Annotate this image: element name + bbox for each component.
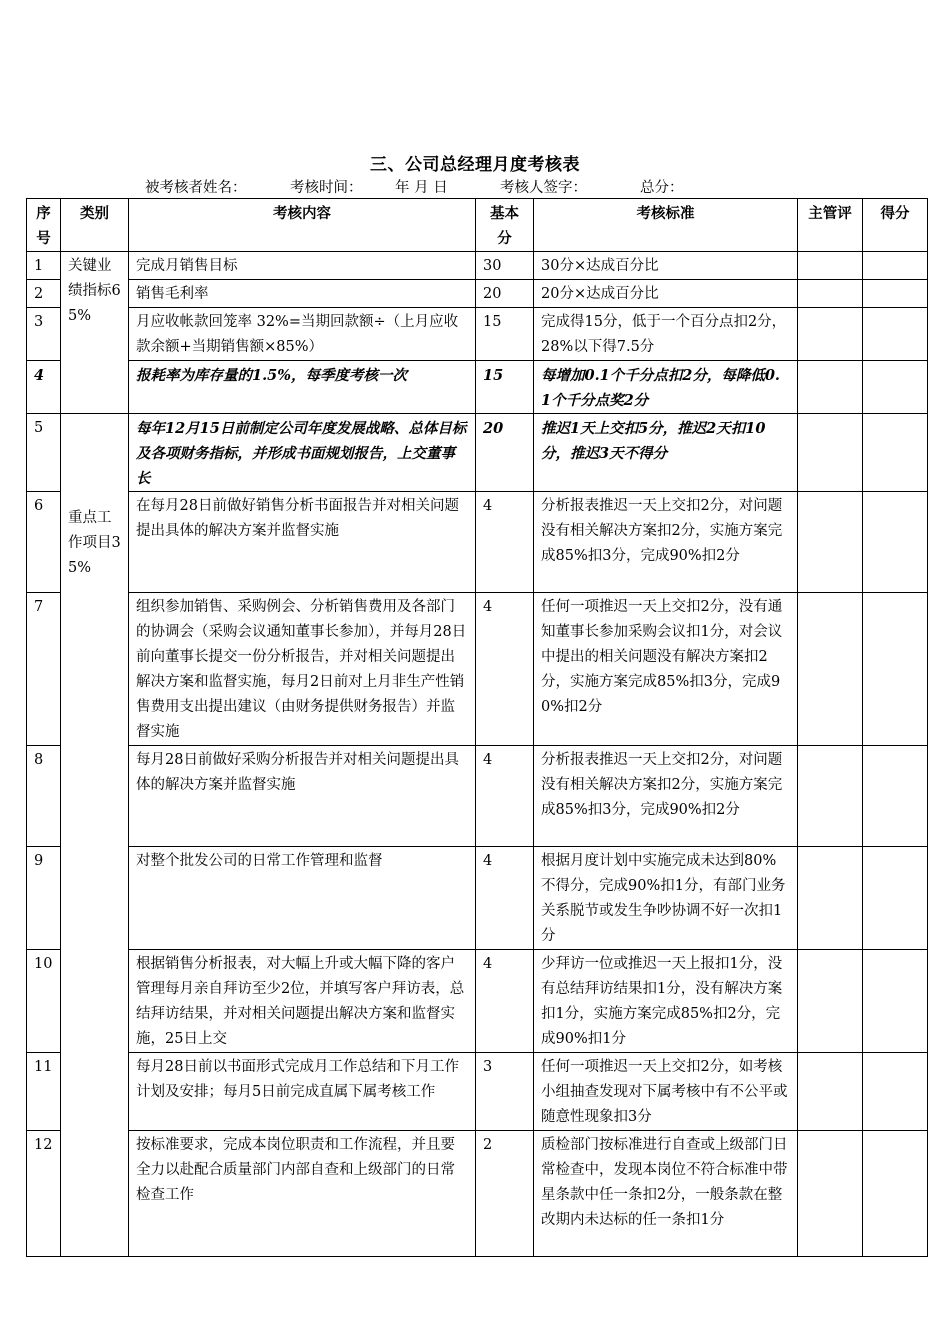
row-supervisor-cell[interactable]: [798, 1131, 863, 1257]
header-category: 类别: [61, 199, 129, 252]
row-score-cell[interactable]: [863, 414, 928, 492]
row-seq: 9: [27, 847, 61, 950]
table-row: [27, 492, 928, 593]
table-row: [27, 847, 928, 950]
time-label: 考核时间：: [290, 180, 363, 196]
table-row: [27, 593, 928, 746]
row-content: 每年12月15日前制定公司年度发展战略、总体目标及各项财务指标，并形成书面规划报告，上交董事长: [129, 414, 476, 492]
row-seq: 8: [27, 746, 61, 847]
table-row: [27, 414, 928, 492]
row-standard: 完成得15分，低于一个百分点扣2分，28%以下得7.5分: [534, 308, 798, 361]
row-content: 每月28日前以书面形式完成月工作总结和下月工作计划及安排；每月5日前完成直属下属考核工作: [129, 1053, 476, 1131]
row-standard: 推迟1天上交扣5分，推迟2天扣10分，推迟3天不得分: [534, 414, 798, 492]
row-seq: 6: [27, 492, 61, 593]
row-base: 15: [476, 361, 534, 414]
row-supervisor-cell[interactable]: [798, 847, 863, 950]
row-base: 2: [476, 1131, 534, 1257]
header-content: 考核内容: [129, 199, 476, 252]
row-supervisor-cell[interactable]: [798, 361, 863, 414]
row-supervisor-cell[interactable]: [798, 252, 863, 280]
row-seq: 5: [27, 414, 61, 492]
table-row: [27, 1053, 928, 1131]
row-content: 组织参加销售、采购例会、分析销售费用及各部门的协调会（采购会议通知董事长参加），并每月28日前向董事长提交一份分析报告，并对相关问题提出解决方案和监督实施，每月2日前对上月非生产性销售费用支出提出建议（由财务提供财务报告）并监督实施: [129, 593, 476, 746]
row-supervisor-cell[interactable]: [798, 308, 863, 361]
header-supervisor: 主管评: [798, 199, 863, 252]
date-label: 年 月 日: [395, 180, 448, 196]
row-supervisor-cell[interactable]: [798, 950, 863, 1053]
row-base: 15: [476, 308, 534, 361]
row-seq: 12: [27, 1131, 61, 1257]
row-seq: 2: [27, 280, 61, 308]
form-meta: [0, 176, 950, 198]
total-label: 总分：: [640, 180, 684, 196]
page-title: 三、公司总经理月度考核表: [370, 155, 580, 175]
header-score: 得分: [863, 199, 928, 252]
row-score-cell[interactable]: [863, 1131, 928, 1257]
table-row: [27, 361, 928, 414]
category-kpi: 关键业绩指标65%: [61, 252, 129, 414]
row-seq: 1: [27, 252, 61, 280]
table-row: [27, 1131, 928, 1257]
row-standard: 每增加0.1个千分点扣2分，每降低0.1个千分点奖2分: [534, 361, 798, 414]
header-standard: 考核标准: [534, 199, 798, 252]
assessor-label: 考核人签字：: [500, 180, 587, 196]
table-row: [27, 280, 928, 308]
table-row: [27, 746, 928, 847]
row-supervisor-cell[interactable]: [798, 593, 863, 746]
row-supervisor-cell[interactable]: [798, 1053, 863, 1131]
row-base: 20: [476, 280, 534, 308]
row-base: 4: [476, 847, 534, 950]
row-score-cell[interactable]: [863, 361, 928, 414]
row-score-cell[interactable]: [863, 280, 928, 308]
header-base: 基本分: [476, 199, 534, 252]
row-standard: 20分×达成百分比: [534, 280, 798, 308]
row-base: 4: [476, 746, 534, 847]
row-score-cell[interactable]: [863, 492, 928, 593]
row-score-cell[interactable]: [863, 252, 928, 280]
row-base: 4: [476, 492, 534, 593]
row-seq: 3: [27, 308, 61, 361]
row-score-cell[interactable]: [863, 308, 928, 361]
row-base: 4: [476, 950, 534, 1053]
row-standard: 根据月度计划中实施完成未达到80%不得分，完成90%扣1分，有部门业务关系脱节或发生争吵协调不好一次扣1分: [534, 847, 798, 950]
row-content: 对整个批发公司的日常工作管理和监督: [129, 847, 476, 950]
row-seq: 10: [27, 950, 61, 1053]
table-row: [27, 252, 928, 280]
row-content: 报耗率为库存量的1.5%，每季度考核一次: [129, 361, 476, 414]
row-standard: 任何一项推迟一天上交扣2分，如考核小组抽查发现对下属考核中有不公平或随意性现象扣3分: [534, 1053, 798, 1131]
row-standard: 少拜访一位或推迟一天上报扣1分，没有总结拜访结果扣1分，没有解决方案扣1分，实施方案完成85%扣2分，完成90%扣1分: [534, 950, 798, 1053]
assessee-label: 被考核者姓名：: [145, 180, 247, 196]
table-row: [27, 950, 928, 1053]
category-key-work: [61, 414, 129, 1257]
row-score-cell[interactable]: [863, 950, 928, 1053]
row-standard: 任何一项推迟一天上交扣2分，没有通知董事长参加采购会议扣1分，对会议中提出的相关问题没有解决方案扣2分，实施方案完成85%扣3分，完成90%扣2分: [534, 593, 798, 746]
row-standard: 质检部门按标准进行自查或上级部门日常检查中，发现本岗位不符合标准中带星条款中任一条扣2分，一般条款在整改期内未达标的任一条扣1分: [534, 1131, 798, 1257]
row-base: 3: [476, 1053, 534, 1131]
row-content: 每月28日前做好采购分析报告并对相关问题提出具体的解决方案并监督实施: [129, 746, 476, 847]
row-content: 销售毛利率: [129, 280, 476, 308]
row-standard: 30分×达成百分比: [534, 252, 798, 280]
row-score-cell[interactable]: [863, 746, 928, 847]
row-seq: 4: [27, 361, 61, 414]
row-supervisor-cell[interactable]: [798, 746, 863, 847]
header-seq: 序号: [27, 199, 61, 252]
row-content: 在每月28日前做好销售分析书面报告并对相关问题提出具体的解决方案并监督实施: [129, 492, 476, 593]
row-seq: 11: [27, 1053, 61, 1131]
assessment-table: [26, 198, 928, 1257]
row-base: 30: [476, 252, 534, 280]
row-standard: 分析报表推迟一天上交扣2分，对问题没有相关解决方案扣2分，实施方案完成85%扣3分，完成90%扣2分: [534, 492, 798, 593]
row-supervisor-cell[interactable]: [798, 414, 863, 492]
row-score-cell[interactable]: [863, 847, 928, 950]
row-content: 根据销售分析报表，对大幅上升或大幅下降的客户管理每月亲自拜访至少2位，并填写客户拜访表，总结拜访结果，并对相关问题提出解决方案和监督实施，25日上交: [129, 950, 476, 1053]
row-content: 完成月销售目标: [129, 252, 476, 280]
row-supervisor-cell[interactable]: [798, 280, 863, 308]
row-seq: 7: [27, 593, 61, 746]
category-key-work-label: 重点工作项目35%: [68, 510, 121, 576]
row-content: 按标准要求，完成本岗位职责和工作流程，并且要全力以赴配合质量部门内部自查和上级部门的日常检查工作: [129, 1131, 476, 1257]
row-base: 4: [476, 593, 534, 746]
row-standard: 分析报表推迟一天上交扣2分，对问题没有相关解决方案扣2分，实施方案完成85%扣3分，完成90%扣2分: [534, 746, 798, 847]
header-row: [27, 199, 928, 252]
row-score-cell[interactable]: [863, 1053, 928, 1131]
table-row: [27, 308, 928, 361]
row-score-cell[interactable]: [863, 593, 928, 746]
row-base: 20: [476, 414, 534, 492]
row-content: 月应收帐款回笼率 32%=当期回款额÷（上月应收款余额+当期销售额×85%）: [129, 308, 476, 361]
row-supervisor-cell[interactable]: [798, 492, 863, 593]
